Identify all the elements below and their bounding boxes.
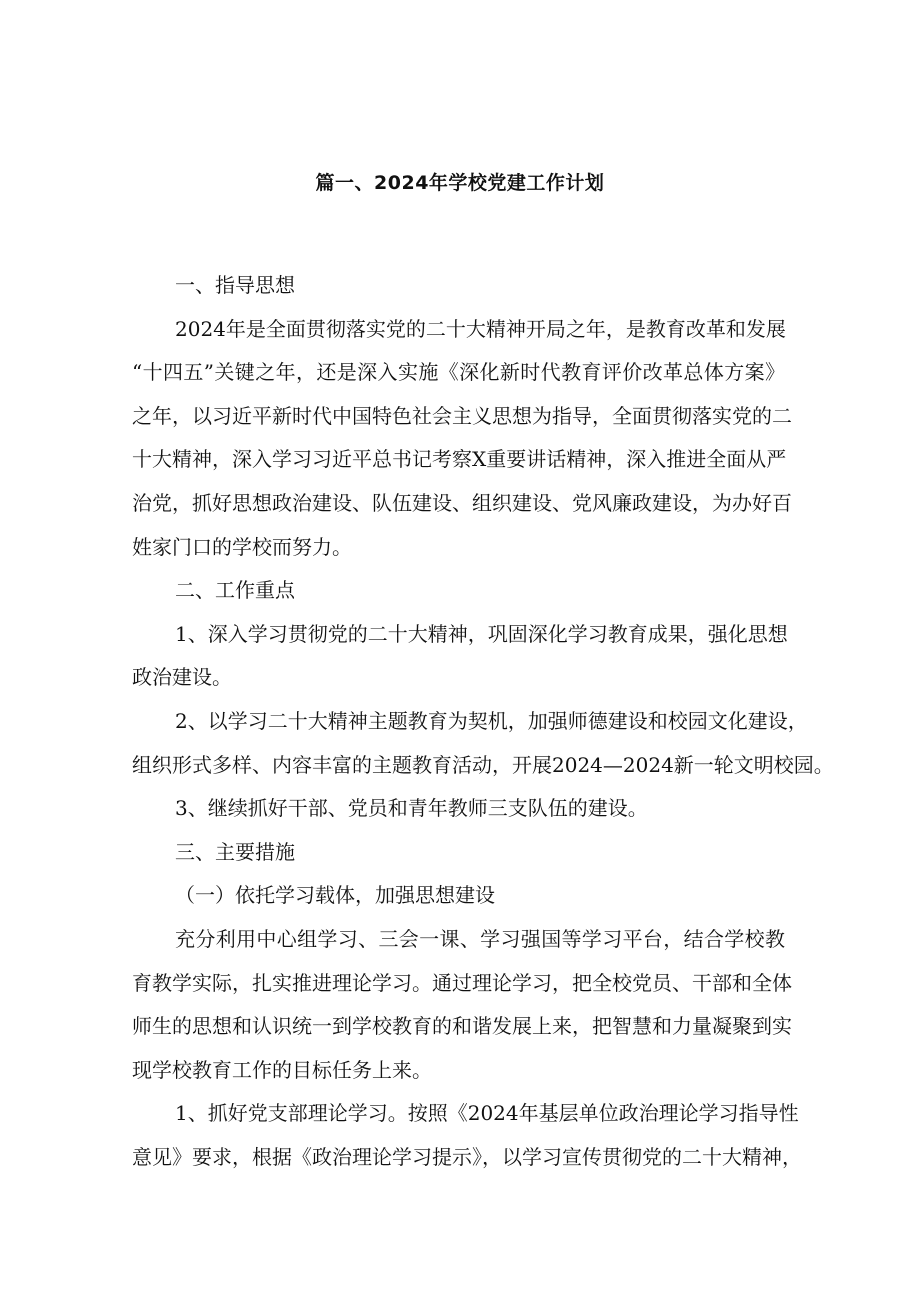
text-line: 充分利用中心组学习、三会一课、学习强国等学习平台，结合学校教 [175,927,785,951]
text-line: 意见》要求，根据《政治理论学习提示》，以学习宣传贯彻党的二十大精神， [132,1145,802,1169]
text-line: 现学校教育工作的目标任务上来。 [132,1057,432,1082]
text-line: 师生的思想和认识统一到学校教育的和谐发展上来，把智慧和力量凝聚到实 [132,1014,792,1039]
text-line: 1、深入学习贯彻党的二十大精神，巩固深化学习教育成果，强化思想 [175,621,788,646]
section-heading: 三、主要措施 [175,839,295,864]
text-line: 政治建设。 [132,665,232,690]
text-line: 2、以学习二十大精神主题教育为契机，加强师德建设和校园文化建设， [175,709,808,733]
text-line: 1、抓好党支部理论学习。按照《2024年基层单位政治理论学习指导性 [175,1101,799,1126]
text-line: 十大精神，深入学习习近平总书记考察X重要讲话精神，深入推进全面从严 [132,447,787,472]
section-heading: 二、工作重点 [175,578,295,603]
text-line: 之年，以习近平新时代中国特色社会主义思想为指导，全面贯彻落实党的二 [132,403,792,428]
text-line: 组织形式多样、内容丰富的主题教育活动，开展2024—2024新一轮文明校园。 [132,752,834,777]
text-line: 姓家门口的学校而努力。 [132,534,352,559]
document-title: 篇一、2024年学校党建工作计划 [315,172,605,194]
text-line: （一）依托学习载体，加强思想建设 [175,883,495,908]
text-line: 3、继续抓好干部、党员和青年教师三支队伍的建设。 [175,796,648,821]
text-line: 治党，抓好思想政治建设、队伍建设、组织建设、党风廉政建设，为办好百 [132,491,792,515]
text-line: 2024年是全面贯彻落实党的二十大精神开局之年，是教育改革和发展 [175,316,786,341]
text-line: 育教学实际，扎实推进理论学习。通过理论学习，把全校党员、干部和全体 [132,970,792,995]
section-heading: 一、指导思想 [175,273,295,297]
text-line: “十四五”关键之年，还是深入实施《深化新时代教育评价改革总体方案》 [132,360,785,385]
